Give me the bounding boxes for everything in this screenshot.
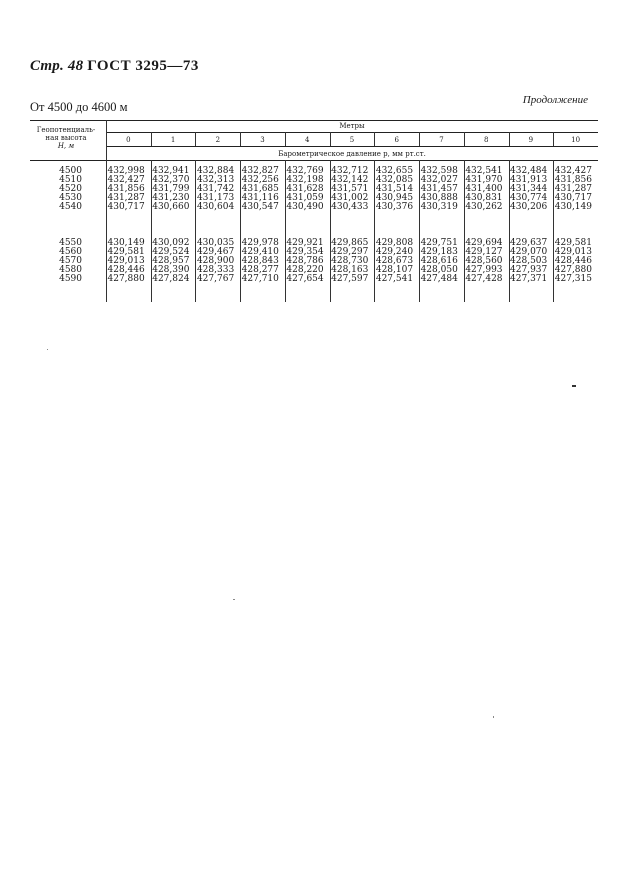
pressure-cell: 428,786 [286,256,324,267]
column-header: 4 [305,136,310,144]
pressure-cell: 430,206 [510,202,548,213]
range-title: От 4500 до 4600 м [30,100,128,114]
pressure-cell: 432,370 [152,175,190,186]
pressure-cell: 428,673 [375,256,414,267]
pressure-cell: 427,767 [196,274,235,285]
pressure-cell: 429,751 [420,238,458,248]
pressure-cell: 429,865 [331,238,369,248]
column-header: 9 [528,136,534,144]
pressure-cell: 431,287 [107,193,145,204]
pressure-cell: 428,446 [554,256,592,267]
pressure-cell: 427,597 [331,274,369,285]
height-cell: 4510 [59,175,82,186]
pressure-cell: 431,287 [554,184,592,195]
pressure-cell: 427,880 [554,265,592,276]
pressure-cell: 432,769 [286,166,324,176]
pressure-cell: 431,230 [152,193,190,204]
pressure-cell: 431,344 [510,184,548,195]
pressure-cell: 427,937 [510,265,548,276]
pressure-cell: 430,945 [375,193,414,204]
pressure-cell: 432,085 [375,175,414,186]
height-cell: 4520 [59,184,82,195]
pressure-cell: 430,660 [152,202,190,213]
pressure-cell: 431,970 [465,175,503,186]
pressure-cell: 428,843 [241,256,279,267]
pressure-cell: 429,978 [241,238,279,248]
speck [47,349,48,350]
height-cell: 4590 [59,274,82,285]
pressure-cell: 430,319 [420,202,458,213]
pressure-cell: 429,183 [420,247,458,258]
pressure-cell: 432,541 [465,166,503,176]
pressure-cell: 431,514 [375,184,414,195]
pressure-cell: 428,503 [510,256,548,267]
pressure-cell: 428,333 [196,265,235,276]
pressure-cell: 429,921 [286,238,324,248]
pressure-cell: 430,092 [152,238,190,248]
pressure-cell: 432,198 [286,175,324,186]
pressure-cell: 429,467 [196,247,235,258]
pressure-cell: 429,070 [510,247,548,258]
pressure-cell: 427,710 [241,274,279,285]
pressure-cell: 432,941 [152,166,190,176]
pressure-cell: 430,547 [241,202,279,213]
pressure-cell: 432,827 [241,166,279,176]
continuation-label: Продолжение [522,94,588,106]
pressure-cell: 428,107 [375,265,414,276]
speck [493,716,494,718]
pressure-cell: 431,400 [465,184,503,195]
column-header: 0 [126,136,131,144]
height-cell: 4570 [59,256,82,267]
pressure-cell: 432,027 [420,175,458,186]
pressure-cell: 432,427 [107,175,145,186]
pressure-cell: 431,116 [241,193,279,204]
pressure-cell: 427,993 [465,265,503,276]
table-rule [106,132,598,133]
column-header: 1 [170,136,176,144]
pressure-cell: 430,831 [465,193,503,204]
height-cell: 4530 [59,193,82,204]
pressure-cell: 427,824 [152,274,190,285]
pressure-cell: 428,277 [241,265,279,276]
pressure-cell: 429,581 [554,238,592,248]
pressure-cell: 428,900 [196,256,235,267]
pressure-cell: 427,654 [286,274,324,285]
pressure-cell: 431,059 [286,193,324,204]
pressure-cell: 430,262 [465,202,503,213]
pressure-cell: 429,410 [241,247,279,258]
pressure-cell: 431,173 [196,193,235,204]
pressure-cell: 428,730 [331,256,369,267]
pressure-cell: 428,390 [152,265,190,276]
table-rule [106,146,598,147]
pressure-cell: 428,050 [420,265,458,276]
pressure-cell: 428,560 [465,256,503,267]
pressure-cell: 428,220 [286,265,324,276]
pressure-cell: 427,880 [107,274,145,285]
pressure-cell: 427,371 [510,274,548,285]
pressure-cell: 431,628 [286,184,324,195]
pressure-cell: 429,524 [152,247,190,258]
height-cell: 4540 [59,202,82,213]
pressure-cell: 432,884 [196,166,235,176]
speck [233,599,235,600]
pressure-cell: 428,957 [152,256,190,267]
pressure-cell: 432,655 [375,166,414,176]
speck [572,385,576,387]
pressure-cell: 432,313 [196,175,235,186]
pressure-cell: 430,376 [375,202,414,213]
pressure-cell: 430,149 [554,202,592,213]
pressure-cell: 429,127 [465,247,503,258]
pressure-cell: 432,256 [241,175,279,186]
pressure-cell: 430,149 [107,238,145,248]
pressure-cell: 427,428 [465,274,503,285]
pressure-cell: 429,354 [286,247,324,258]
pressure-cell: 432,998 [107,166,145,176]
pressure-cell: 429,581 [107,247,145,258]
pressure-cell: 430,490 [286,202,324,213]
pressure-cell: 431,457 [420,184,458,195]
column-header: 2 [215,136,221,144]
pressure-cell: 431,856 [107,184,145,195]
pressure-cell: 430,433 [331,202,369,213]
pressure-cell: 430,774 [510,193,548,204]
height-cell: 4580 [59,265,82,276]
pressure-cell: 431,799 [152,184,190,195]
pressure-cell: 429,013 [554,247,592,258]
pressure-cell: 431,856 [554,175,592,186]
pressure-cell: 429,694 [465,238,503,248]
column-header: 10 [571,136,581,144]
pressure-cell: 428,446 [107,265,145,276]
pressure-cell: 430,888 [420,193,458,204]
pressure-cell: 431,002 [331,193,369,204]
pressure-cell: 431,742 [196,184,235,195]
column-header: 3 [260,136,265,144]
pressure-cell: 432,142 [331,175,369,186]
pressure-cell: 431,571 [331,184,369,195]
sub-header: Барометрическое давление p, мм рт.ст. [278,150,426,158]
pressure-cell: 432,484 [510,166,548,176]
column-header: 5 [349,136,355,144]
pressure-cell: 431,913 [510,175,548,186]
height-cell: 4500 [59,166,82,176]
column-header: 7 [439,136,444,144]
pressure-cell: 429,240 [375,247,414,258]
page-header [30,58,199,75]
row-header: Геопотенциаль- ная высота H, м [36,126,96,150]
table-rule [30,160,598,161]
pressure-cell: 429,013 [107,256,145,267]
pressure-cell: 429,637 [510,238,548,248]
pressure-cell: 429,808 [375,238,414,248]
pressure-cell: 427,315 [554,274,592,285]
gost-number: ГОСТ 3295—73 [87,58,199,74]
pressure-cell: 427,541 [375,274,414,285]
height-cell: 4550 [59,238,82,248]
pressure-cell: 427,484 [420,274,458,285]
height-cell: 4560 [59,247,82,258]
pressure-cell: 430,604 [196,202,235,213]
pressure-cell: 429,297 [331,247,369,258]
pressure-cell: 431,685 [241,184,279,195]
pressure-cell: 430,717 [107,202,145,213]
pressure-cell: 430,717 [554,193,592,204]
pressure-cell: 430,035 [196,238,235,248]
column-header: 6 [394,136,399,144]
group-header: Метры [339,122,365,130]
pressure-cell: 432,712 [331,166,369,176]
table-rule [30,120,598,121]
page-number: Стр. 48 [30,58,84,74]
pressure-cell: 432,427 [554,166,592,176]
column-header: 8 [483,136,489,144]
pressure-cell: 432,598 [420,166,458,176]
pressure-cell: 428,163 [331,265,369,276]
pressure-cell: 428,616 [420,256,458,267]
